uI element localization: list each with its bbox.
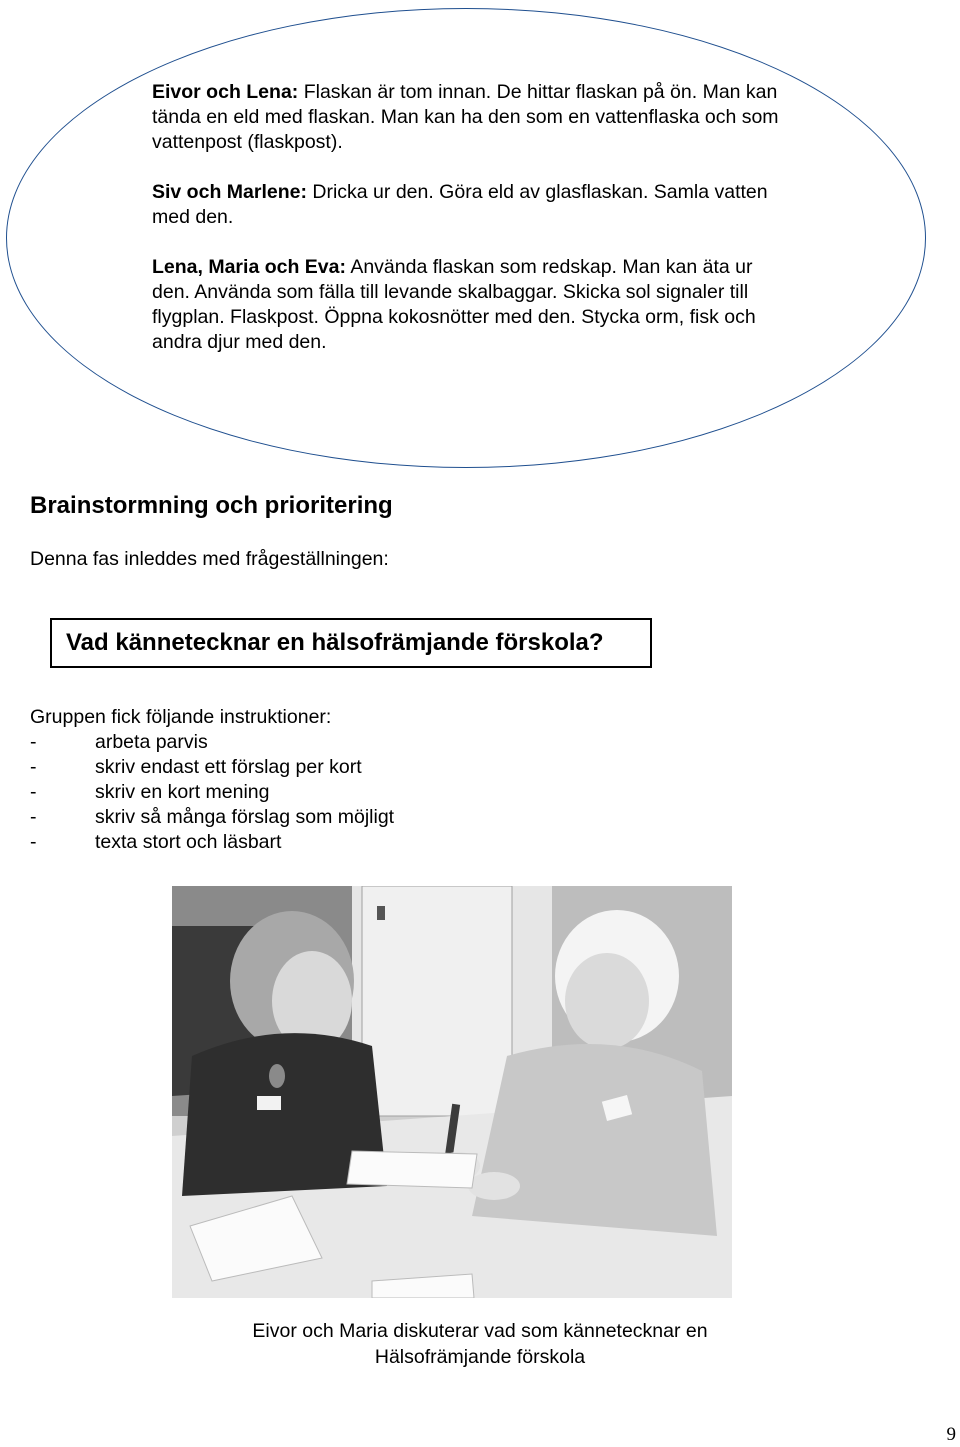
list-item-text: texta stort och läsbart	[95, 831, 282, 853]
caption-line-2: Hälsofrämjande förskola	[374, 1346, 586, 1368]
bubble-text-2: Dricka ur den. Göra eld av glasflaskan. Samla vatten med den.	[152, 181, 768, 228]
bubble-paragraph-2	[152, 180, 792, 230]
list-item: - skriv en kort mening	[30, 781, 270, 803]
caption-line-1: Eivor och Maria diskuterar vad som kännetecknar en	[252, 1320, 708, 1342]
instructions-block	[30, 705, 394, 855]
instructions-list	[30, 730, 394, 855]
bubble-paragraph-3	[152, 255, 792, 355]
speech-bubble-content	[152, 80, 792, 380]
bubble-speaker-3: Lena, Maria och Eva:	[152, 256, 346, 278]
section-heading: Brainstormning och prioritering	[30, 492, 393, 519]
list-item: - skriv endast ett förslag per kort	[30, 756, 362, 778]
list-item: - texta stort och läsbart	[30, 831, 282, 853]
bubble-text-3: Använda flaskan som redskap. Man kan äta ur den. Använda som fälla till levande skalbaggar. Skicka sol signaler till flygplan. Flaskpost. Öppna kokosnötter med den. Stycka orm, fisk och andra djur med den.	[152, 256, 756, 353]
page-number: 9	[946, 1424, 956, 1445]
bubble-speaker-2: Siv och Marlene:	[152, 181, 307, 203]
bubble-speaker-1: Eivor och Lena:	[152, 81, 299, 103]
bubble-text-1: Flaskan är tom innan. De hittar flaskan på ön. Man kan tända en eld med flaskan. Man kan ha den som en vattenflaska och som vattenpost (flaskpost).	[152, 81, 779, 153]
instructions-title: Gruppen fick följande instruktioner:	[30, 706, 332, 728]
bubble-paragraph-1	[152, 80, 792, 155]
list-item: - skriv så många förslag som möjligt	[30, 806, 395, 828]
list-item-text: skriv endast ett förslag per kort	[95, 756, 362, 778]
photo-caption	[0, 1318, 960, 1370]
list-item-text: skriv så många förslag som möjligt	[95, 806, 395, 828]
list-item-text: arbeta parvis	[95, 731, 208, 753]
list-item-text: skriv en kort mening	[95, 781, 270, 803]
section-intro: Denna fas inleddes med frågeställningen:	[30, 548, 389, 570]
photo-two-women-at-table	[172, 886, 732, 1298]
list-item: - arbeta parvis	[30, 731, 208, 753]
question-box: Vad kännetecknar en hälsofrämjande förskola?	[50, 618, 652, 668]
